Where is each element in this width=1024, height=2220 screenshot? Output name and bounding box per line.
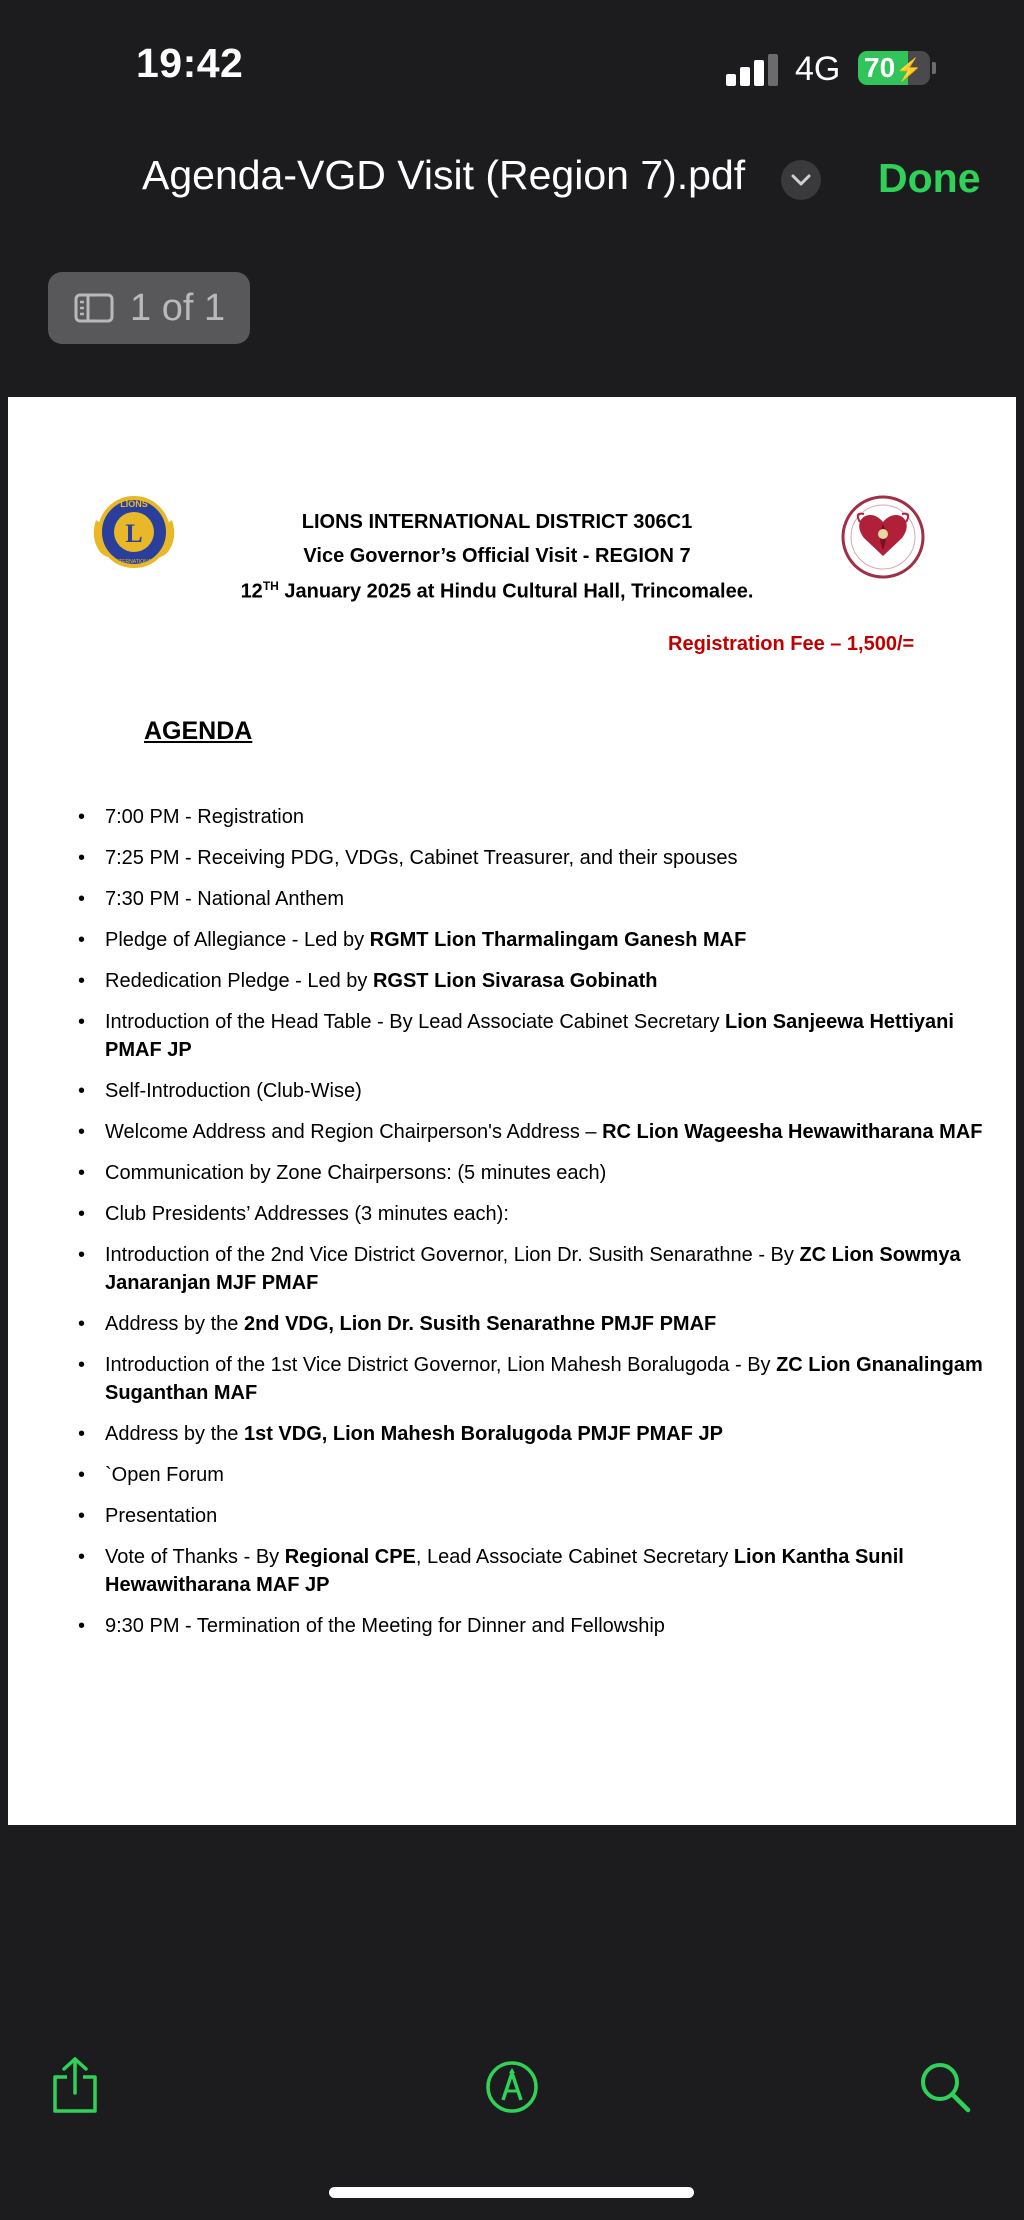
agenda-item-text: Rededication Pledge - Led by [105, 970, 373, 992]
agenda-item [105, 1310, 1000, 1338]
agenda-item-text: Self-Introduction (Club-Wise) [105, 1080, 362, 1102]
search-icon[interactable] [918, 2060, 972, 2114]
agenda-item [105, 1200, 1000, 1228]
agenda-heading: AGENDA [144, 717, 253, 745]
agenda-item [105, 1077, 1000, 1105]
agenda-item [105, 1351, 1000, 1407]
agenda-item [105, 1159, 1000, 1187]
pdf-page[interactable] [8, 397, 1016, 1825]
agenda-item-bold-text: Lion Kantha Sunil Hewawitharana MAF JP [105, 1546, 904, 1596]
agenda-item [105, 967, 1000, 995]
agenda-item [105, 885, 1000, 913]
status-time: 19:42 [136, 40, 244, 86]
agenda-list [105, 803, 1000, 1653]
battery-cap [932, 62, 936, 74]
doc-date-rest: January 2025 at Hindu Cultural Hall, Trincomalee. [278, 580, 754, 603]
agenda-item-bold-text: Lion Sanjeewa Hettiyani PMAF JP [105, 1011, 954, 1061]
agenda-item [105, 1118, 1000, 1146]
agenda-item [105, 1420, 1000, 1448]
network-type: 4G [795, 50, 841, 88]
agenda-item-bold-text: 1st VDG, Lion Mahesh Boralugoda PMJF PMAF JP [243, 1423, 723, 1445]
agenda-item-bold-text: ZC Lion Sowmya Janaranjan MJF PMAF [105, 1244, 961, 1294]
agenda-item-bold-text: Regional CPE [284, 1546, 416, 1568]
agenda-item-bold-text: RGMT Lion Tharmalingam Ganesh MAF [369, 929, 747, 951]
agenda-item-text: Address by the [105, 1313, 244, 1335]
agenda-item [105, 926, 1000, 954]
agenda-item-text: 7:25 PM - Receiving PDG, VDGs, Cabinet Treasurer, and their spouses [105, 847, 738, 869]
agenda-item-text: Pledge of Allegiance - Led by [105, 929, 370, 951]
agenda-item [105, 844, 1000, 872]
agenda-item-bold-text: ZC Lion Gnanalingam Suganthan MAF [105, 1354, 983, 1404]
page-indicator[interactable] [48, 272, 250, 344]
sidebar-icon [74, 293, 114, 323]
markup-icon[interactable] [485, 2060, 539, 2114]
title-menu-button[interactable] [781, 160, 821, 200]
battery-level: 70 [864, 52, 896, 83]
agenda-item [105, 803, 1000, 831]
doc-header-line1: LIONS INTERNATIONAL DISTRICT 306C1 [301, 511, 693, 533]
agenda-item-text: , Lead Associate Cabinet Secretary [415, 1546, 734, 1568]
agenda-item [105, 1612, 1000, 1640]
lions-logo-letter: L [125, 519, 143, 548]
battery-icon: 70⚡ [858, 51, 930, 85]
doc-date-day: 12 [240, 580, 263, 603]
agenda-item-text: `Open Forum [105, 1464, 224, 1486]
lions-logo-text-top: LIONS [120, 499, 148, 509]
agenda-item-text: Introduction of the 2nd Vice District Governor, Lion Dr. Susith Senarathne - By [105, 1244, 800, 1266]
doc-header-line2: Vice Governor’s Official Visit - REGION 7 [303, 545, 691, 567]
document-title: Agenda-VGD Visit (Region 7).pdf [142, 152, 746, 198]
chevron-down-icon [790, 173, 812, 187]
agenda-item-text: 7:00 PM - Registration [105, 806, 304, 828]
agenda-item-text: Welcome Address and Region Chairperson's Address – [105, 1121, 603, 1143]
agenda-item-text: Vote of Thanks - By [105, 1546, 285, 1568]
agenda-item-text: Address by the [105, 1423, 244, 1445]
agenda-item-text: 7:30 PM - National Anthem [105, 888, 345, 910]
page-indicator-label: 1 of 1 [130, 286, 226, 329]
agenda-item-bold-text: 2nd VDG, Lion Dr. Susith Senarathne PMJF PMAF [243, 1313, 717, 1335]
agenda-item [105, 1008, 1000, 1064]
doc-date-suffix: TH [262, 579, 279, 593]
agenda-item-text: Introduction of the Head Table - By Lead Associate Cabinet Secretary [105, 1011, 725, 1033]
share-icon[interactable] [50, 2055, 100, 2115]
signal-icon [726, 54, 780, 86]
agenda-item [105, 1461, 1000, 1489]
agenda-item-text: Communication by Zone Chairpersons: (5 minutes each) [105, 1162, 607, 1184]
agenda-item [105, 1502, 1000, 1530]
agenda-item-text: 9:30 PM - Termination of the Meeting for Dinner and Fellowship [105, 1615, 665, 1637]
doc-header-line3 [8, 579, 986, 604]
agenda-item-text: Introduction of the 1st Vice District Governor, Lion Mahesh Boralugoda - By [105, 1354, 777, 1376]
agenda-item [105, 1543, 1000, 1599]
home-indicator[interactable] [329, 2187, 694, 2198]
agenda-item-bold-text: RC Lion Wageesha Hewawitharana MAF [602, 1121, 983, 1143]
lions-logo-text-bottom: INTERNATIONAL [114, 559, 154, 565]
registration-fee: Registration Fee – 1,500/= [668, 633, 915, 655]
agenda-item [105, 1241, 1000, 1297]
done-button[interactable]: Done [878, 155, 981, 201]
agenda-item-text: Presentation [105, 1505, 218, 1527]
agenda-item-bold-text: RGST Lion Sivarasa Gobinath [372, 970, 658, 992]
agenda-item-text: Club Presidents’ Addresses (3 minutes each): [105, 1203, 509, 1225]
